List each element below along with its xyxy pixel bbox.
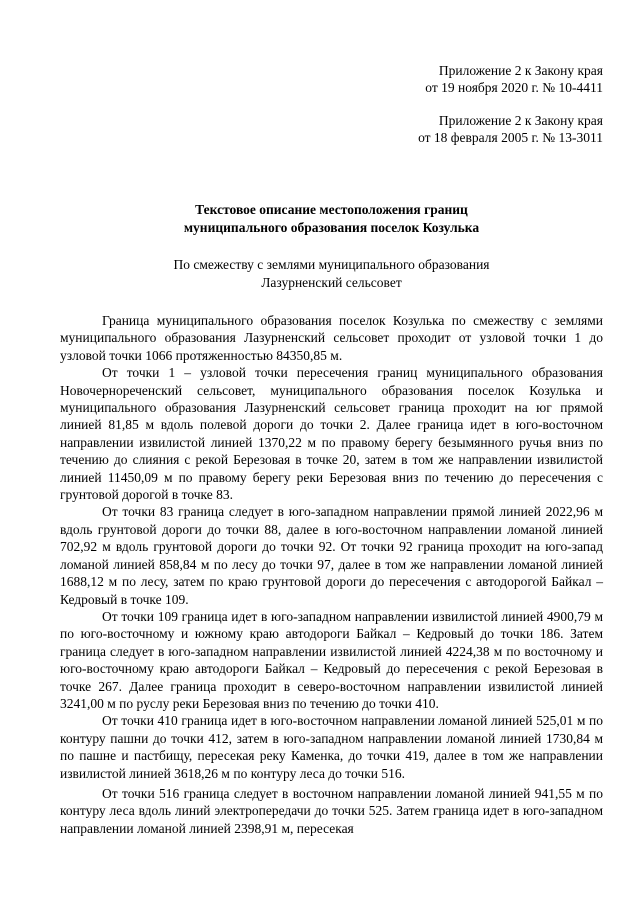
section-subtitle (60, 256, 603, 292)
appendix-date-number: от 19 ноября 2020 г. № 10-4411 (425, 80, 603, 95)
subtitle-line: Лазурненский сельсовет (261, 275, 402, 290)
paragraph: От точки 410 граница идет в юго-восточном направлении ломаной линией 525,01 м по контуру пашни до точки 412, затем в юго-западном направлении ломаной линией 1730,84 м по пашне и пастбищу, пересекая реку Каменка, до точки 419, далее в том же направлении извилистой линией 3618,26 м по контуру леса до точки 516. (60, 713, 603, 781)
paragraph: Граница муниципального образования поселок Козулька по смежеству с землями муниципального образования Лазурненский сельсовет проходит от узловой точки 1 до узловой точки 1066 протяженностью 84350,85 м. (60, 313, 603, 363)
document-title (60, 201, 603, 237)
appendix-reference-current (60, 62, 603, 96)
boundary-description (60, 312, 603, 837)
paragraph: От точки 1 – узловой точки пересечения границ муниципального образования Новочернореченский сельсовет, муниципального образования поселок Козулька и муниципального образования Лазурненский сельсовет граница проходит на юг прямой линией 81,85 м вдоль полевой дороги до точки 2. Далее граница идет в юго-восточном направлении извилистой линией 1370,22 м по правому берегу безымянного ручья вниз по течению до слияния с рекой Березовая в точке 20, затем в том же направлении извилистой линией 11450,09 м по правому берегу реки Березовая вниз по течению до пересечения с грунтовой дорогой в точке 83. (60, 365, 603, 503)
paragraph: От точки 83 граница следует в юго-западном направлении прямой линией 2022,96 м вдоль грунтовой дороги до точки 88, далее в юго-восточном направлении ломаной линией 702,92 м вдоль грунтовой дороги до точки 92. От точки 92 граница проходит на юго-запад ломаной линией 858,84 м по лесу до точки 97, далее в том же направлении ломаной линией 1688,12 м по лесу, затем по краю грунтовой дороги до пересечения с автодорогой Байкал – Кедровый в точке 109. (60, 504, 603, 607)
appendix-date-number: от 18 февраля 2005 г. № 13-3011 (418, 130, 603, 145)
title-line: муниципального образования поселок Козулька (183, 220, 480, 235)
paragraph: От точки 109 граница идет в юго-западном направлении извилистой линией 4900,79 м по юго-восточному и южному краю автодороги Байкал – Кедровый до точки 186. Затем граница следует в юго-западном направлении извилистой линией 4224,38 м по восточному и юго-восточному краю автодороги Байкал – Кедровый до пересечения с рекой Березовая в точке 267. Далее граница проходит в северо-восточном направлении извилистой линией 3241,00 м по руслу реки Березовая вниз по течению до точки 410. (60, 608, 603, 711)
title-line: Текстовое описание местоположения границ (195, 202, 468, 217)
appendix-reference-original (60, 112, 603, 146)
paragraph: От точки 516 граница следует в восточном направлении ломаной линией 941,55 м по контуру леса вдоль линий электропередачи до точки 525. Затем граница идет в юго-западном направлении ломаной линией 2398,91 м, пересекая (60, 785, 603, 836)
subtitle-line: По смежеству с землями муниципального образования (173, 257, 490, 272)
appendix-label: Приложение 2 к Закону края (438, 113, 603, 128)
appendix-label: Приложение 2 к Закону края (438, 63, 603, 78)
